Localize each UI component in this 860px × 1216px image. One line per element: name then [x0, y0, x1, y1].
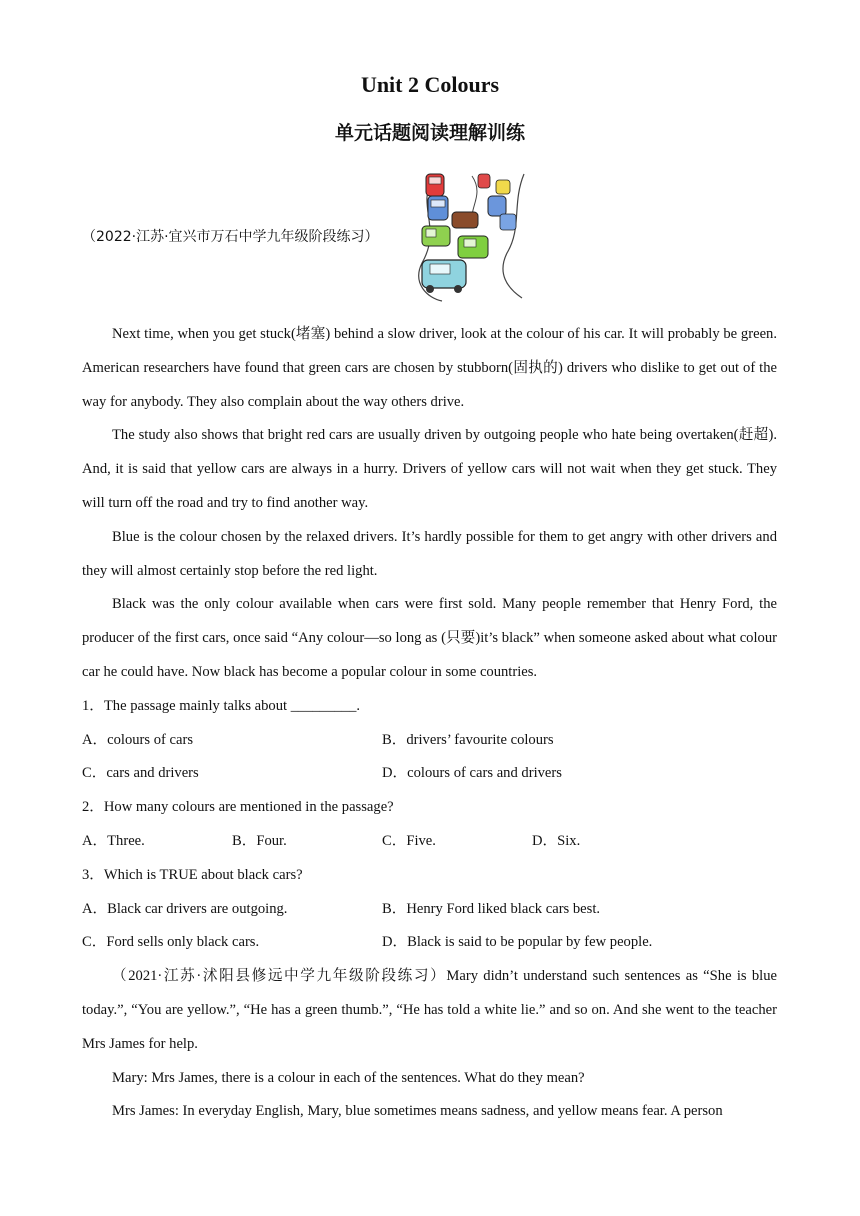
question-3-options [82, 926, 777, 960]
question-1-options [82, 757, 777, 791]
passage1-paragraph: Black was the only colour available when cars were first sold. Many people remember that Henry Ford, the producer of the first cars, once said “Any colour—so long as (只要)it’s black” when someone asked about what colour car he could have. Now black has become a popular colour in some countries. [82, 596, 777, 680]
question-3-option-c: C．Ford sells only black cars. [82, 934, 260, 951]
question-1-option-c: C．cars and drivers [82, 765, 199, 782]
question-2-option-c: C．Five. [382, 832, 436, 849]
cars-in-traffic-jam-illustration [412, 168, 530, 302]
passage2-source: （2021·江苏·沭阳县修远中学九年级阶段练习） [112, 968, 447, 985]
question-1-option-a: A．colours of cars [82, 731, 194, 748]
question-3-option-b: B．Henry Ford liked black cars best. [382, 900, 601, 917]
passage1-paragraph: Blue is the colour chosen by the relaxed drivers. It’s hardly possible for them to get angry with other drivers and they will almost certainly stop before the red light. [82, 528, 777, 579]
question-2-option-d: D．Six. [532, 832, 581, 849]
question-2-option-a: A．Three. [82, 832, 145, 849]
question-1-option-b: B．drivers’ favourite colours [382, 731, 554, 748]
page-subtitle: 单元话题阅读理解训练 [334, 122, 525, 144]
passage1-source: （2022·江苏·宜兴市万石中学九年级阶段练习） [82, 229, 379, 245]
question-2-stem: 2．How many colours are mentioned in the passage? [82, 799, 394, 816]
passage2-intro [82, 960, 777, 1061]
question-3-option-a: A．Black car drivers are outgoing. [82, 900, 288, 917]
page-title: Unit 2 Colours [360, 72, 500, 97]
question-3-options [82, 893, 777, 927]
passage1-paragraph: The study also shows that bright red cars are usually driven by outgoing people who hate being overtaken(赶超). And, it is said that yellow cars are always in a hurry. Drivers of yellow cars will not wait when they get stuck. They will turn off the road and try to find another way. [82, 427, 777, 511]
question-2-options [82, 825, 777, 859]
question-1-options [82, 724, 777, 758]
question-3-stem: 3．Which is TRUE about black cars? [82, 866, 303, 883]
question-1-option-d: D．colours of cars and drivers [382, 765, 562, 782]
question-2-option-b: B．Four. [232, 832, 287, 849]
question-1-stem: 1．The passage mainly talks about _________. [82, 697, 361, 714]
passage-text [82, 318, 777, 1129]
passage2-dialogue-line: Mrs James: In everyday English, Mary, blue sometimes means sadness, and yellow means fear. A person [112, 1103, 723, 1120]
question-3-option-d: D．Black is said to be popular by few people. [382, 934, 653, 951]
passage2-intro-text: Mary didn’t understand such sentences as “She is blue today.”, “You are yellow.”, “He has a green thumb.”, “He has told a white lie.” and so on. And she went to the teacher Mrs James for help. [82, 968, 777, 1052]
passage1-paragraph: Next time, when you get stuck(堵塞) behind a slow driver, look at the colour of his car. It will probably be green. American researchers have found that green cars are chosen by stubborn(固执的) drivers who dislike to get out of the way for anybody. They also complain about the way others drive. [82, 326, 777, 410]
passage2-dialogue-line: Mary: Mrs James, there is a colour in each of the sentences. What do they mean? [112, 1069, 585, 1086]
